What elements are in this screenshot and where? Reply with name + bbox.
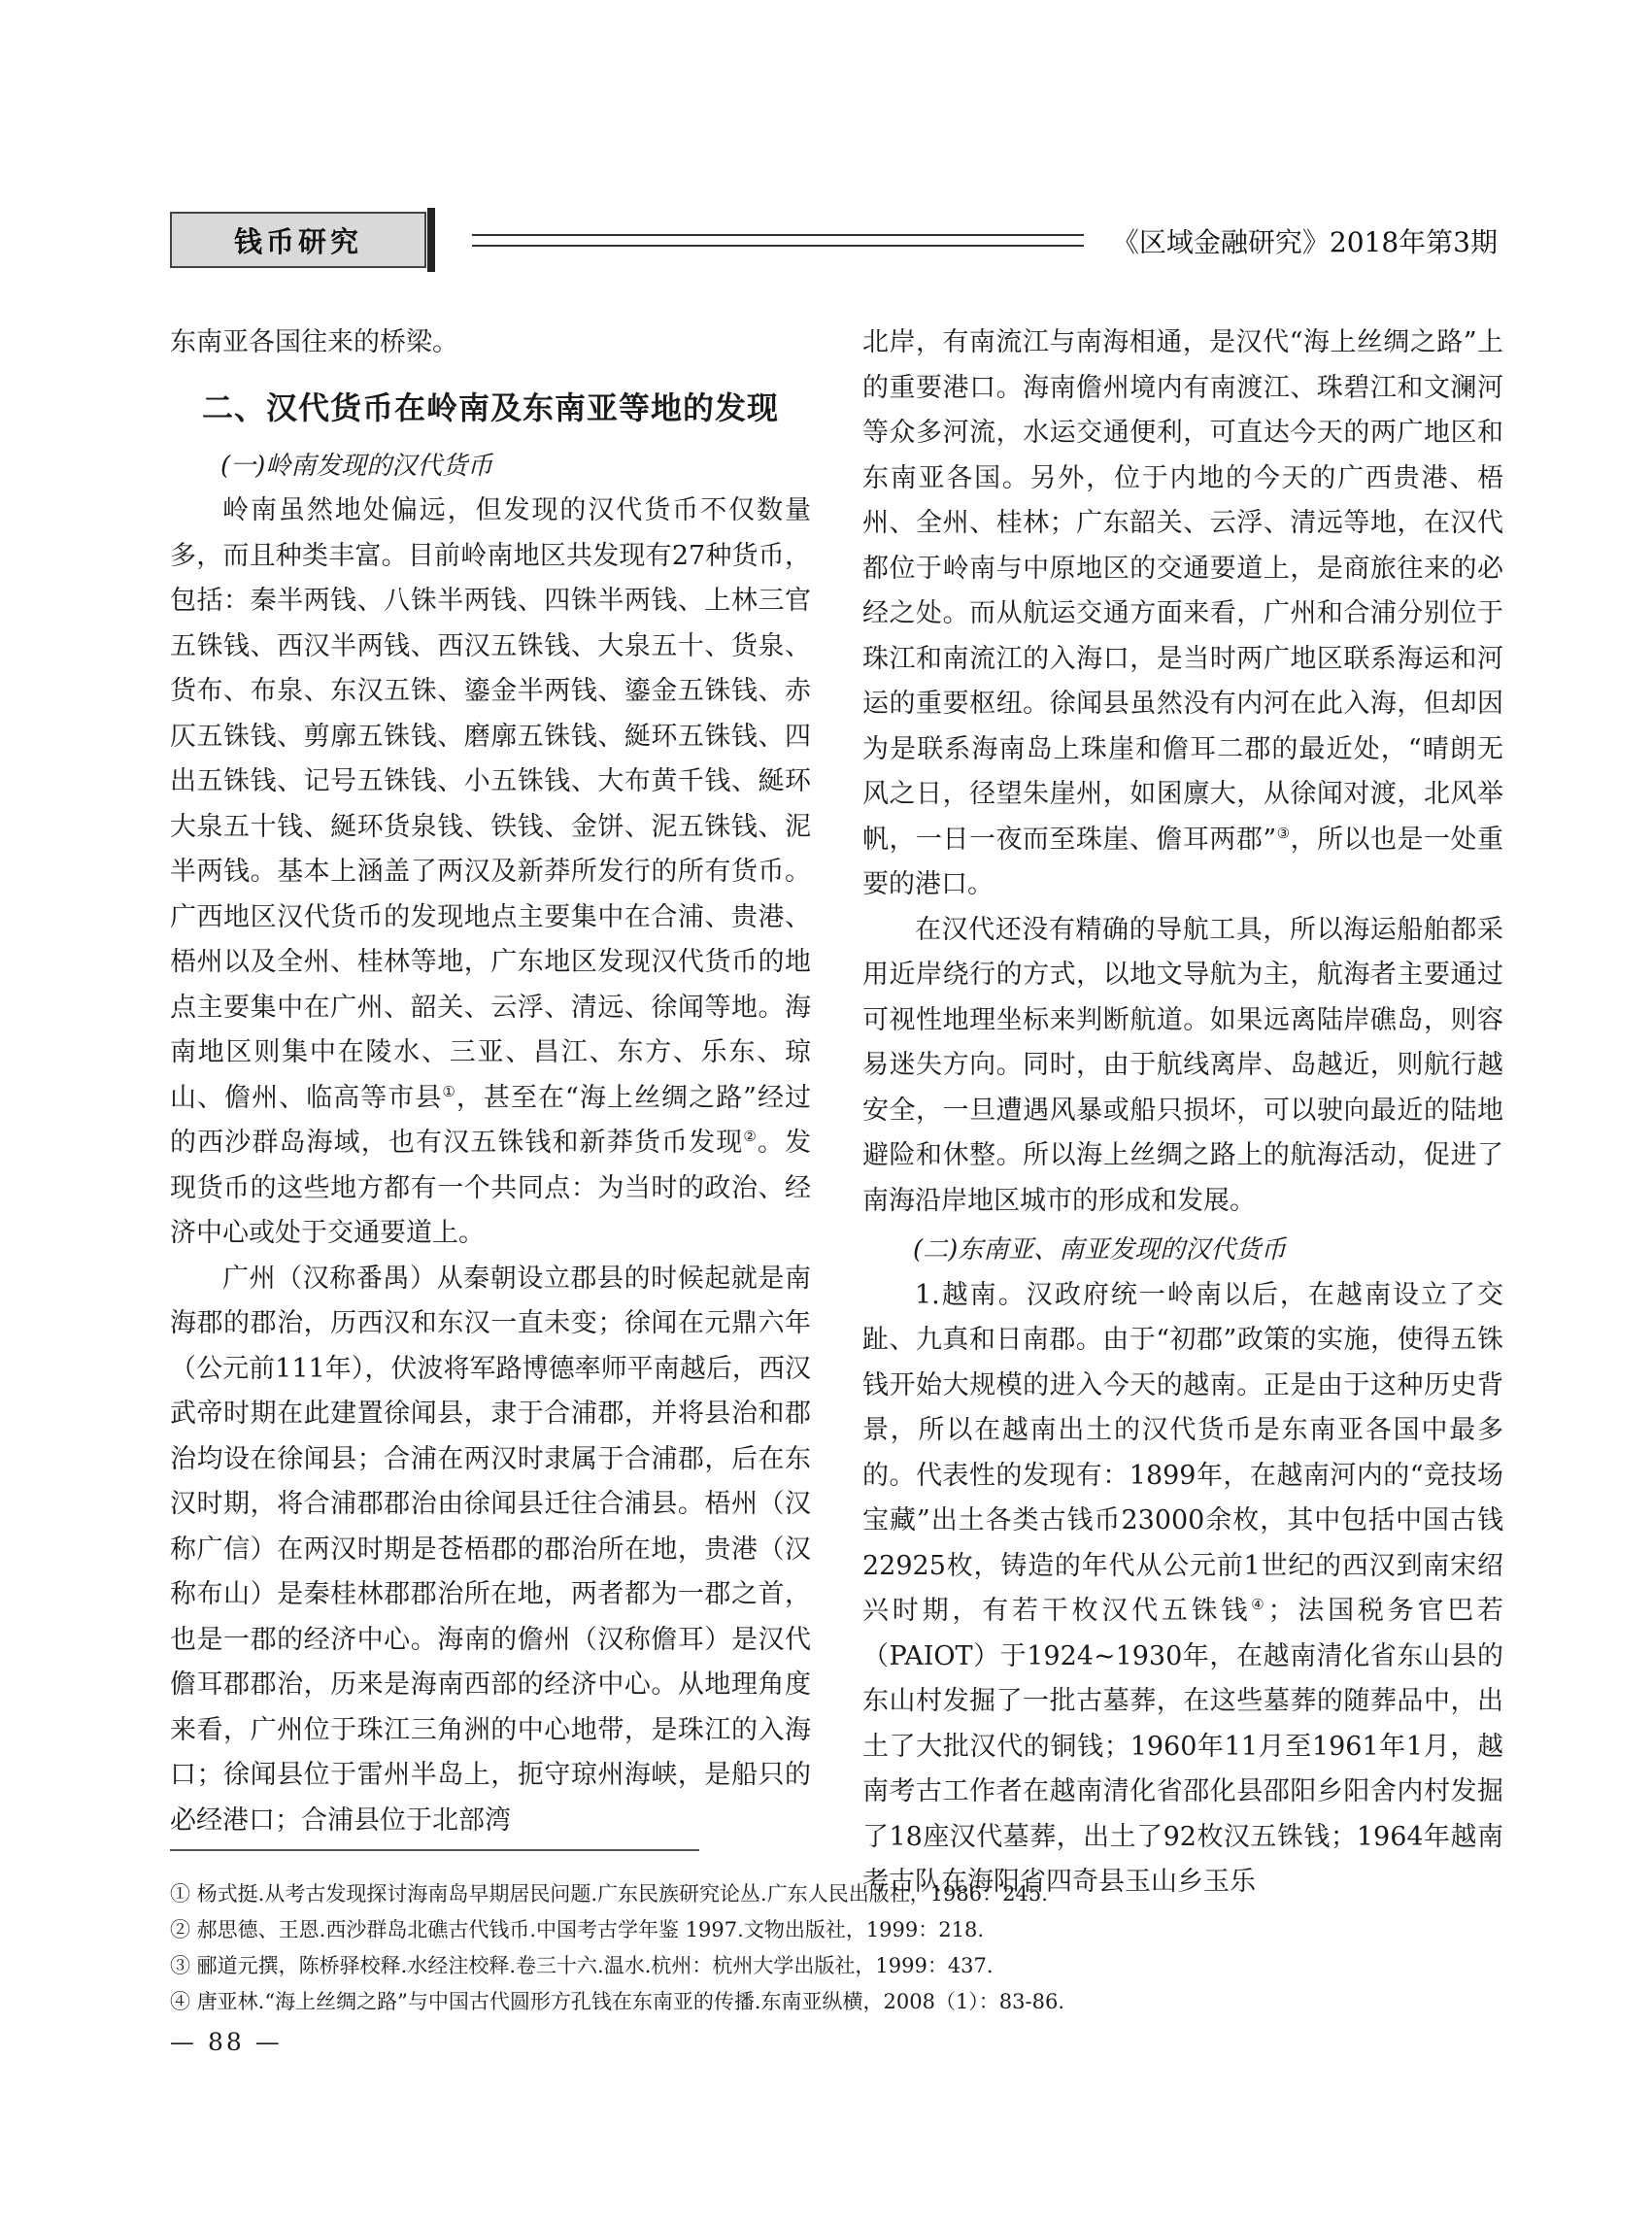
paragraph-ports: 北岸，有南流江与南海相通，是汉代“海上丝绸之路”上的重要港口。海南儋州境内有南渡江、珠碧江和文澜河等众多河流，水运交通便利，可直达今天的两广地区和东南亚各国。另外，位于内地的今天的广西贵港、梧州、全州、桂林；广东韶关、云浮、清远等地，在汉代都位于岭南与中原地区的交通要道上，是商旅往来的必经之处。而从航运交通方面来看，广州和合浦分别位于珠江和南流江的入海口，是当时两广地区联系海运和河运的重要枢纽。徐闻县虽然没有内河在此入海，但却因为是联系海南岛上珠崖和儋耳二郡的最近处，“晴朗无风之日，径望朱崖州，如囷廪大，从徐闻对渡，北风举帆，一日一夜而至珠崖、儋耳两郡”③，所以也是一处重要的港口。 xyxy=(862,327,1504,899)
left-column xyxy=(170,320,811,1843)
subsection-heading-southeast-asia: (二)东南亚、南亚发现的汉代货币 xyxy=(913,1235,1287,1265)
right-column xyxy=(862,320,1503,1906)
footnote-4: ④ 唐亚林.“海上丝绸之路”与中国古代圆形方孔钱在东南亚的传播.东南亚纵横，2008（1）：83-86. xyxy=(170,1990,1065,2013)
paragraph-vietnam: 1.越南。汉政府统一岭南以后，在越南设立了交趾、九真和日南郡。由于“初郡”政策的实施，使得五铢钱开始大规模的进入今天的越南。正是由于这种历史背景，所以在越南出土的汉代货币是东南亚各国中最多的。代表性的发现有：1899年，在越南河内的“竞技场宝藏”出土各类古钱币23000余枚，其中包括中国古钱22925枚，铸造的年代从公元前1世纪的西汉到南宋绍兴时期，有若干枚汉代五铢钱④；法国税务官巴若（PAIOT）于1924~1930年，在越南清化省东山县的东山村发掘了一批古墓葬，在这些墓葬的随葬品中，出土了大批汉代的铜钱；1960年11月至1961年1月，越南考古工作者在越南清化省邵化县邵阳乡阳舍内村发掘了18座汉代墓葬，出土了92枚汉五铢钱；1964年越南考古队在海阳省四奇县玉山乡玉乐 xyxy=(862,1279,1504,1897)
paragraph-guangzhou: 广州（汉称番禺）从秦朝设立郡县的时候起就是南海郡的郡治，历西汉和东汉一直未变；徐闻在元鼎六年（公元前111年），伏波将军路博德率师平南越后，西汉武帝时期在此建置徐闻县，隶于合浦郡，并将县治和郡治均设在徐闻县；合浦在两汉时隶属于合浦郡，后在东汉时期，将合浦郡郡治由徐闻县迁往合浦县。梧州（汉称广信）在两汉时期是苍梧郡的郡治所在地，贵港（汉称布山）是秦桂林郡郡治所在地，两者都为一郡之首，也是一郡的经济中心。海南的儋州（汉称儋耳）是汉代儋耳郡郡治，历来是海南西部的经济中心。从地理角度来看，广州位于珠江三角洲的中心地带，是珠江的入海口；徐闻县位于雷州半岛上，扼守琼州海峡，是船只的必经港口；合浦县位于北部湾 xyxy=(170,1263,811,1836)
header-double-rule xyxy=(472,234,1084,247)
section-bar-divider xyxy=(427,208,435,272)
paragraph-continuation: 东南亚各国往来的桥梁。 xyxy=(170,327,458,357)
journal-title: 《区域金融研究》2018年第3期 xyxy=(1111,226,1498,258)
footnote-ref-1[interactable]: ① xyxy=(442,1082,456,1100)
footnote-ref-2[interactable]: ② xyxy=(743,1128,758,1145)
footnote-divider xyxy=(170,1849,699,1851)
section-label: 钱币研究 xyxy=(170,212,426,268)
footnote-2: ② 郝思德、王恩.西沙群岛北礁古代钱币.中国考古学年鉴 1997.文物出版社，1999：218. xyxy=(170,1918,985,1941)
footnote-ref-3[interactable]: ③ xyxy=(1276,824,1291,842)
page-number: — 88 — xyxy=(170,2028,283,2056)
footnote-1: ① 杨式挺.从考古发现探讨海南岛早期居民问题.广东民族研究论丛.广东人民出版社，1986：245. xyxy=(170,1882,1048,1906)
paragraph-navigation: 在汉代还没有精确的导航工具，所以海运船舶都采用近岸绕行的方式，以地文导航为主，航海者主要通过可视性地理坐标来判断航道。如果远离陆岸礁岛，则容易迷失方向。同时，由于航线离岸、岛越近，则航行越安全，一旦遭遇风暴或船只损坏，可以驶向最近的陆地避险和休整。所以海上丝绸之路上的航海活动，促进了南海沿岸地区城市的形成和发展。 xyxy=(862,914,1503,1216)
footnote-ref-4[interactable]: ④ xyxy=(1251,1596,1268,1613)
section-heading: 二、汉代货币在岭南及东南亚等地的发现 xyxy=(201,388,779,426)
footnote-3: ③ 郦道元撰，陈桥驿校释.水经注校释.卷三十六.温水.杭州：杭州大学出版社，1999：437. xyxy=(170,1954,994,1977)
paragraph-lingnan-coins: 岭南虽然地处偏远，但发现的汉代货币不仅数量多，而且种类丰富。目前岭南地区共发现有27种货币，包括：秦半两钱、八铢半两钱、四铢半两钱、上林三官五铢钱、西汉半两钱、西汉五铢钱、大泉五十、货泉、货布、布泉、东汉五铢、鎏金半两钱、鎏金五铢钱、赤仄五铢钱、剪廓五铢钱、磨廓五铢钱、綖环五铢钱、四出五铢钱、记号五铢钱、小五铢钱、大布黄千钱、綖环大泉五十钱、綖环货泉钱、铁钱、金饼、泥五铢钱、泥半两钱。基本上涵盖了两汉及新莽所发行的所有货币。广西地区汉代货币的发现地点主要集中在合浦、贵港、梧州以及全州、桂林等地，广东地区发现汉代货币的地点主要集中在广州、韶关、云浮、清远、徐闻等地。海南地区则集中在陵水、三亚、昌江、东方、乐东、琼山、儋州、临高等市县①，甚至在“海上丝绸之路”经过的西沙群岛海域，也有汉五铢钱和新莽货币发现②。发现货币的这些地方都有一个共同点：为当时的政治、经济中心或处于交通要道上。 xyxy=(170,495,812,1248)
subsection-heading-lingnan: (一)岭南发现的汉代货币 xyxy=(220,451,493,481)
footnotes xyxy=(170,1876,1491,2020)
